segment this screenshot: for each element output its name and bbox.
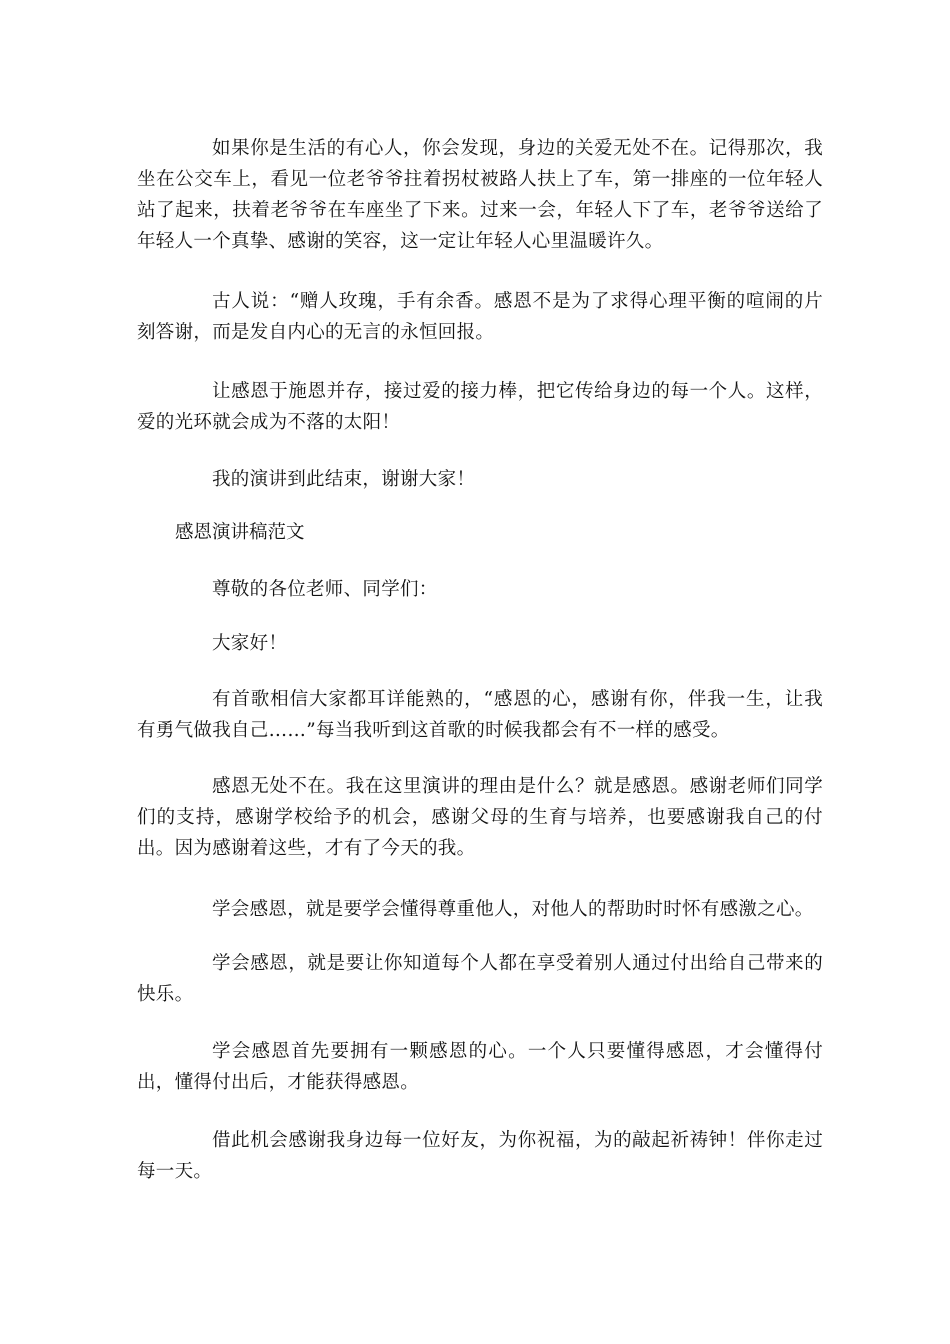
paragraph-song: 有首歌相信大家都耳详能熟的，“感恩的心，感谢有你，伴我一生，让我有勇气做我自己……”每当我听到这首歌的时候我都会有不一样的感受。 [137, 689, 823, 741]
paragraph-salutation: 尊敬的各位老师、同学们： [212, 579, 438, 600]
paragraph-ancient-saying: 古人说：“赠人玫瑰，手有余香。感恩不是为了求得心理平衡的喧闹的片刻答谢，而是发自内心的无言的永恒回报。 [137, 291, 823, 343]
paragraph-thank-friends: 借此机会感谢我身边每一位好友，为你祝福，为的敲起祈祷钟！伴你走过每一天。 [137, 1130, 823, 1182]
paragraph-closing: 我的演讲到此结束，谢谢大家！ [212, 469, 476, 490]
paragraph-pass-on-love: 让感恩于施恩并存，接过爱的接力棒，把它传给身边的每一个人。这样，爱的光环就会成为不落的太阳！ [137, 381, 823, 433]
section-heading: 感恩演讲稿范文 [175, 522, 305, 543]
paragraph-learn-happiness: 学会感恩，就是要让你知道每个人都在享受着别人通过付出给自己带来的快乐。 [137, 953, 823, 1005]
paragraph-grateful-heart: 学会感恩首先要拥有一颗感恩的心。一个人只要懂得感恩，才会懂得付出，懂得付出后，才能获得感恩。 [137, 1041, 823, 1093]
paragraph-learn-respect: 学会感恩，就是要学会懂得尊重他人，对他人的帮助时时怀有感激之心。 [212, 899, 814, 920]
paragraph-greeting: 大家好！ [212, 633, 288, 654]
paragraph-gratitude-everywhere: 感恩无处不在。我在这里演讲的理由是什么？就是感恩。感谢老师们同学们的支持，感谢学校给予的机会，感谢父母的生育与培养，也要感谢我自己的付出。因为感谢着这些，才有了今天的我。 [137, 776, 823, 859]
paragraph-bus-story: 如果你是生活的有心人，你会发现，身边的关爱无处不在。记得那次，我坐在公交车上，看见一位老爷爷拄着拐杖被路人扶上了车，第一排座的一位年轻人站了起来，扶着老爷爷在车座坐了下来。过来一会，年轻人下了车，老爷爷送给了年轻人一个真挚、感谢的笑容，这一定让年轻人心里温暖许久。 [137, 138, 823, 252]
